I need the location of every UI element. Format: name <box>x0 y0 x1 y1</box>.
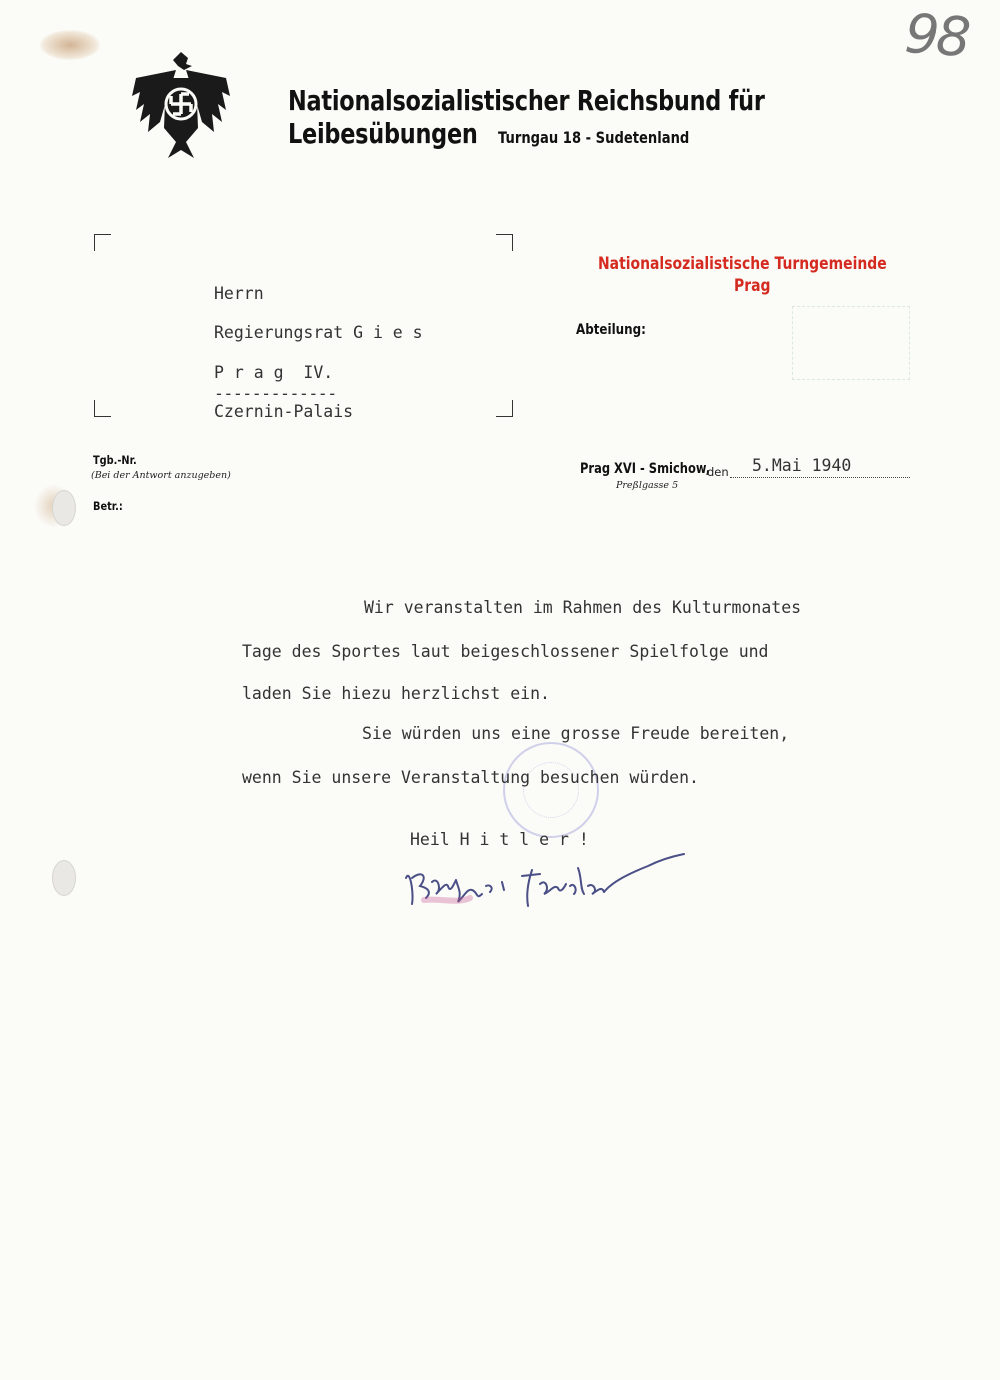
sender-city: Prag <box>734 276 771 296</box>
journal-number-label: Tgb.-Nr. <box>93 453 137 467</box>
closing-greeting: Heil H i t l e r ! <box>410 830 589 849</box>
sender-org-name: Nationalsozialistische Turngemeinde <box>598 254 887 274</box>
body-line: wenn Sie unsere Veranstaltung besuchen würden. <box>242 768 699 787</box>
archive-number: 98 <box>902 1 970 70</box>
body-line: laden Sie hiezu herzlichst ein. <box>242 684 550 703</box>
address-window-corner <box>496 234 513 251</box>
faint-stamp-mark <box>792 306 910 380</box>
recipient-street: Czernin-Palais <box>214 402 354 421</box>
sender-street: Preßlgasse 5 <box>616 480 679 491</box>
body-line: Tage des Sportes laut beigeschlossener Spielfolge und <box>242 642 769 661</box>
recipient-name: Regierungsrat G i e s <box>214 323 423 342</box>
department-label: Abteilung: <box>576 322 646 338</box>
address-window-corner <box>94 234 111 251</box>
address-window-corner <box>496 400 513 417</box>
handwritten-signature <box>398 848 698 928</box>
round-stamp <box>503 742 599 838</box>
org-title: Nationalsozialistischer Reichsbund für Leibesübungen <box>288 84 765 150</box>
date-dotted-line <box>730 477 910 478</box>
dateline-den-label: den <box>707 465 729 479</box>
eagle-swastika-emblem-icon <box>126 48 236 168</box>
punch-hole <box>52 490 76 526</box>
address-window-corner <box>94 400 111 417</box>
subject-label: Betr.: <box>93 499 123 513</box>
body-line: Wir veranstalten im Rahmen des Kulturmonates <box>364 598 802 617</box>
journal-number-note: (Bei der Antwort anzugeben) <box>91 470 231 481</box>
recipient-salutation: Herrn <box>214 284 264 303</box>
rust-stain <box>40 30 100 60</box>
dateline-place: Prag XVI - Smichow, <box>580 461 711 477</box>
punch-hole <box>52 860 76 896</box>
letter-date: 5.Mai 1940 <box>752 456 852 475</box>
org-subtitle: Turngau 18 - Sudetenland <box>498 128 690 147</box>
recipient-city-underline: ------------- <box>214 384 337 403</box>
recipient-city: P r a g IV. <box>214 363 334 382</box>
body-line: Sie würden uns eine grosse Freude bereiten, <box>362 724 790 743</box>
